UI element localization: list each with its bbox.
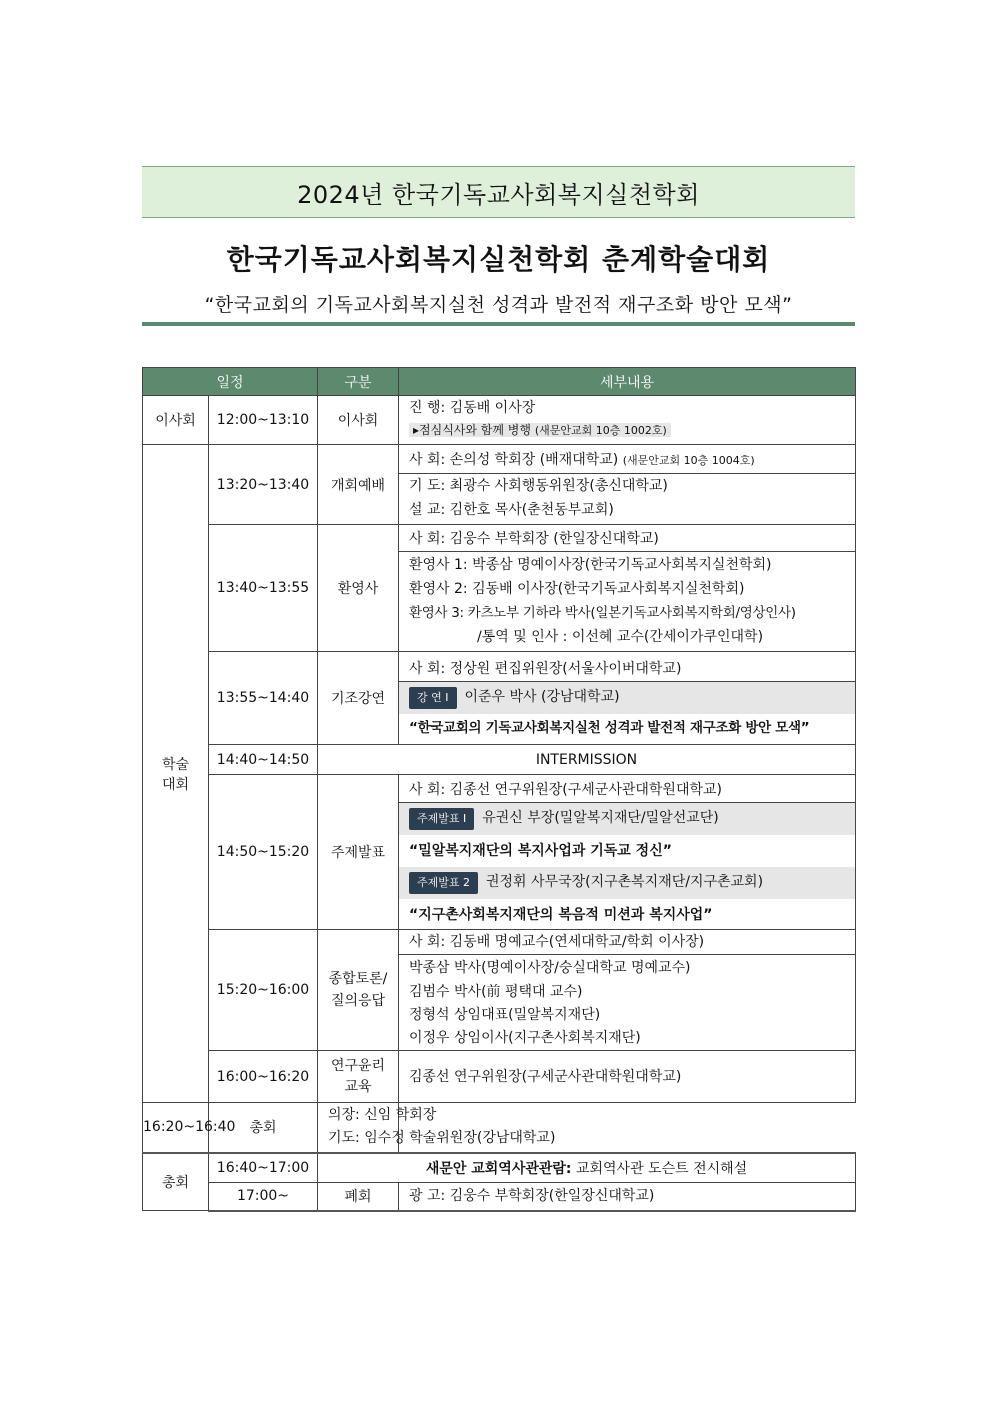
welcome-3: 환영사 3: 카츠노부 기하라 박사(일본기독교사회복지학회/영상인사) <box>409 605 796 621</box>
topic1-speaker: 유권신 부장(밀알복지재단/밀알선교단) <box>482 809 719 826</box>
table-row <box>143 745 856 775</box>
discussion-host: 사 회: 김동배 명예교수(연세대학교/학회 이사장) <box>409 934 705 950</box>
table-row <box>143 1103 856 1153</box>
time-cell: 16:20~16:40 <box>143 1103 209 1153</box>
topic1-badge: 주제발표 Ⅰ <box>409 808 474 830</box>
category-cell: 총회 <box>209 1103 318 1153</box>
details-cell <box>399 1183 856 1211</box>
section-academic: 학술 대회 <box>143 445 209 1103</box>
table-row <box>143 652 856 745</box>
time-cell: 16:40~17:00 <box>209 1153 318 1183</box>
header-details: 세부내용 <box>399 368 856 396</box>
category-cell: 환영사 <box>318 525 399 652</box>
opening-location: (새문안교회 10층 1004호) <box>622 453 755 467</box>
table-row <box>143 1183 856 1211</box>
category-cell: 연구윤리 교육 <box>318 1051 399 1103</box>
details-cell <box>399 652 856 745</box>
time-cell: 12:00~13:10 <box>209 396 318 445</box>
details-cell <box>399 445 856 525</box>
main-title: 한국기독교사회복지실천학회 춘계학술대회 <box>226 243 771 276</box>
intermission-cell: INTERMISSION <box>318 745 856 775</box>
table-row <box>143 1153 856 1183</box>
category-cell: 개회예배 <box>318 445 399 525</box>
topic1-speaker-row <box>399 803 855 835</box>
year-banner: 2024년 한국기독교사회복지실천학회 <box>142 166 855 218</box>
table-row <box>143 396 856 445</box>
general-chair: 의장: 신임 학회장 <box>328 1107 437 1124</box>
header-schedule: 일정 <box>143 368 318 396</box>
keynote-speaker-row <box>399 682 855 714</box>
time-cell: 13:55~14:40 <box>209 652 318 745</box>
details-cell <box>399 930 856 1051</box>
category-cell: 주제발표 <box>318 775 399 930</box>
welcome-2: 환영사 2: 김동배 이사장(한국기독교사회복지실천학회) <box>409 581 745 597</box>
topic2-badge: 주제발표 2 <box>409 872 478 894</box>
table-row <box>143 525 856 652</box>
board-note-location: (새문안교회 10층 1002호) <box>534 424 667 437</box>
category-cell: 폐회 <box>318 1183 399 1211</box>
details-cell <box>399 525 856 652</box>
section-closing: 총회 <box>143 1153 209 1211</box>
time-cell: 15:20~16:00 <box>209 930 318 1051</box>
board-note-row <box>399 420 855 444</box>
board-note-text: ▸점심식사와 함께 병행 <box>413 423 531 437</box>
time-cell: 14:50~15:20 <box>209 775 318 930</box>
table-row <box>143 775 856 930</box>
panelist-1: 박종삼 박사(명예이사장/숭실대학교 명예교수) <box>409 960 691 976</box>
section-board: 이사회 <box>143 396 209 445</box>
table-header-row <box>143 368 856 396</box>
table-row <box>143 445 856 525</box>
welcome-host: 사 회: 김웅수 부학회장 (한일장신대학교) <box>409 531 659 547</box>
category-cell: 이사회 <box>318 396 399 445</box>
topic1-title: “밀알복지재단의 복지사업과 기독교 정신” <box>409 842 672 859</box>
topics-host: 사 회: 김종선 연구위원장(구세군사관대학원대학교) <box>409 781 722 798</box>
topic2-speaker-row <box>399 867 855 899</box>
welcome-1: 환영사 1: 박종삼 명예이사장(한국기독교사회복지실천학회) <box>409 557 772 573</box>
ethics-content: 김종선 연구위원장(구세군사관대학원대학교) <box>409 1068 682 1085</box>
opening-host: 사 회: 손의성 학회장 (배재대학교) <box>409 451 619 468</box>
board-chair: 진 행: 김동배 이사장 <box>409 400 536 416</box>
category-cell: 종합토론/ 질의응답 <box>318 930 399 1051</box>
schedule-table <box>142 367 856 1212</box>
table-row <box>143 1051 856 1103</box>
tour-title: 새문안 교회역사관관람: <box>425 1160 572 1177</box>
opening-sermon: 설 교: 김한호 목사(춘천동부교회) <box>409 501 614 518</box>
opening-prayer: 기 도: 최광수 사회행동위원장(총신대학교) <box>409 477 668 494</box>
opening-host-row <box>399 448 855 473</box>
topic2-speaker: 권정휘 사무국장(지구촌복지재단/지구촌교회) <box>486 873 764 890</box>
keynote-host: 사 회: 정상원 편집위원장(서울사이버대학교) <box>409 660 682 677</box>
general-prayer: 기도: 임수정 학술위원장(강남대학교) <box>328 1130 556 1147</box>
topic2-title: “지구촌사회복지재단의 복음적 미션과 복지사업” <box>409 906 713 923</box>
board-note <box>409 423 671 437</box>
keynote-speaker: 이준우 박사 (강남대학교) <box>464 688 620 705</box>
keynote-title: “한국교회의 기독교사회복지실천 성격과 발전적 재구조화 방안 모색” <box>409 719 810 736</box>
time-cell: 17:00~ <box>209 1183 318 1211</box>
title-divider <box>142 322 855 326</box>
time-cell: 16:00~16:20 <box>209 1051 318 1103</box>
tour-desc: 교회역사관 도슨트 전시해설 <box>571 1160 748 1177</box>
details-cell <box>399 775 856 930</box>
lecture-badge: 강 연 Ⅰ <box>409 687 457 709</box>
tour-cell <box>318 1153 856 1183</box>
welcome-3-interpreter: /통역 및 인사 : 이선혜 교수(간세이가쿠인대학) <box>477 629 764 645</box>
details-cell <box>318 1103 556 1153</box>
header-category: 구분 <box>318 368 399 396</box>
table-row <box>143 930 856 1051</box>
category-cell: 기조강연 <box>318 652 399 745</box>
closing-announce: 광 고: 김웅수 부학회장(한일장신대학교) <box>409 1188 655 1205</box>
time-cell: 14:40~14:50 <box>209 745 318 775</box>
panelist-4: 이정우 상임이사(지구촌사회복지재단) <box>409 1030 641 1046</box>
details-cell <box>399 1051 856 1103</box>
subtitle: “한국교회의 기독교사회복지실천 성격과 발전적 재구조화 방안 모색” <box>204 294 793 316</box>
details-cell <box>399 396 856 445</box>
time-cell: 13:40~13:55 <box>209 525 318 652</box>
panelist-3: 정형석 상임대표(밀알복지재단) <box>409 1007 601 1023</box>
time-cell: 13:20~13:40 <box>209 445 318 525</box>
panelist-2: 김범수 박사(前 평택대 교수) <box>409 984 583 1000</box>
